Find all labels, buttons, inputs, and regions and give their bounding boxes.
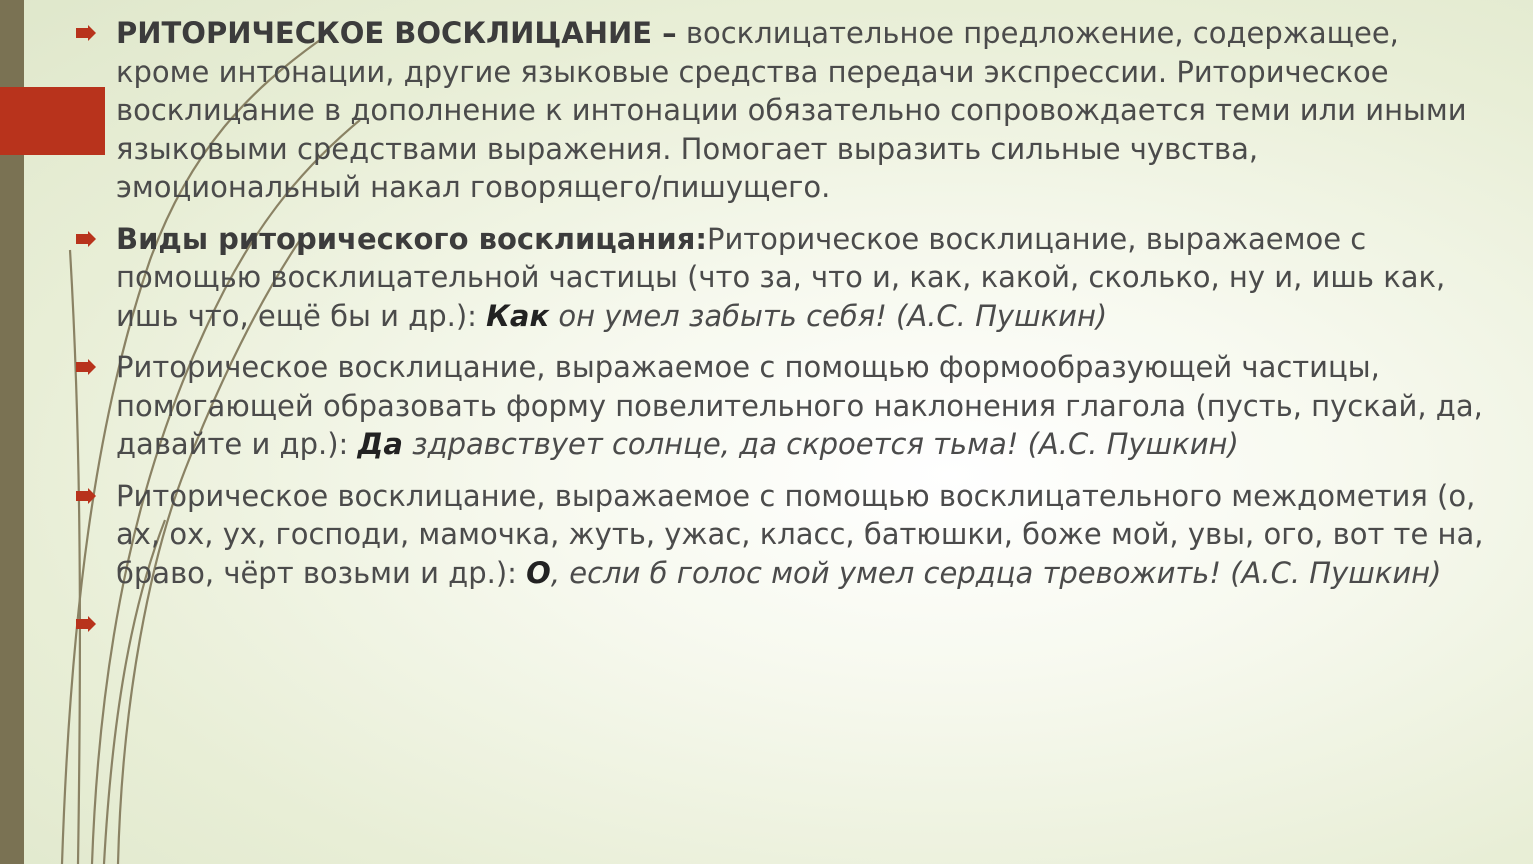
arrow-bullet-icon	[76, 616, 96, 632]
arrow-bullet-icon	[76, 488, 96, 504]
bullet-empty	[76, 605, 1496, 643]
example-keyword: О	[526, 555, 551, 590]
bullet-interjection	[76, 477, 1496, 593]
bullet-definition	[76, 14, 1496, 207]
types-text: Риторическое восклицание, выражаемое с помощью восклицательной частицы (что за, что и, как, какой, сколько, ну и, ишь как, ишь что, ещё бы и др.):	[116, 221, 1446, 333]
interjection-text: Риторическое восклицание, выражаемое с помощью восклицательного междометия (о, ах, ох, ух, господи, мамочка, жуть, ужас, класс, батюшки, боже мой, увы, ого, вот те на, браво, чёрт возьми и др.):	[116, 478, 1484, 590]
arrow-bullet-icon	[76, 231, 96, 247]
example-quote: он умел забыть себя! (А.С. Пушкин)	[549, 298, 1108, 333]
types-term: Виды риторического восклицания:	[116, 221, 707, 256]
arrow-bullet-icon	[76, 359, 96, 375]
slide-content	[76, 14, 1496, 656]
example-keyword: Да	[357, 427, 403, 461]
definition-term: РИТОРИЧЕСКОЕ ВОСКЛИЦАНИЕ –	[116, 16, 677, 50]
example-keyword: Как	[486, 298, 550, 333]
example-quote: здравствует солнце, да скроется тьма! (А.С. Пушкин)	[402, 427, 1239, 461]
example-quote: , если б голос мой умел сердца тревожить! (А.С. Пушкин)	[550, 555, 1442, 590]
bullet-types	[76, 220, 1496, 336]
bullet-formative-particle	[76, 348, 1496, 464]
definition-text: восклицательное предложение, содержащее, кроме интонации, другие языковые средства передачи экспрессии. Риторическое восклицание в дополнение к интонации обязательно сопровождается теми или иными языковыми средствами выражения. Помогает выразить сильные чувства, эмоциональный накал говорящего/пишущего.	[116, 16, 1467, 204]
arrow-bullet-icon	[76, 25, 96, 41]
formative-text: Риторическое восклицание, выражаемое с помощью формообразующей частицы, помогающей образовать форму повелительного наклонения глагола (пусть, пускай, да, давайте и др.):	[116, 350, 1483, 461]
